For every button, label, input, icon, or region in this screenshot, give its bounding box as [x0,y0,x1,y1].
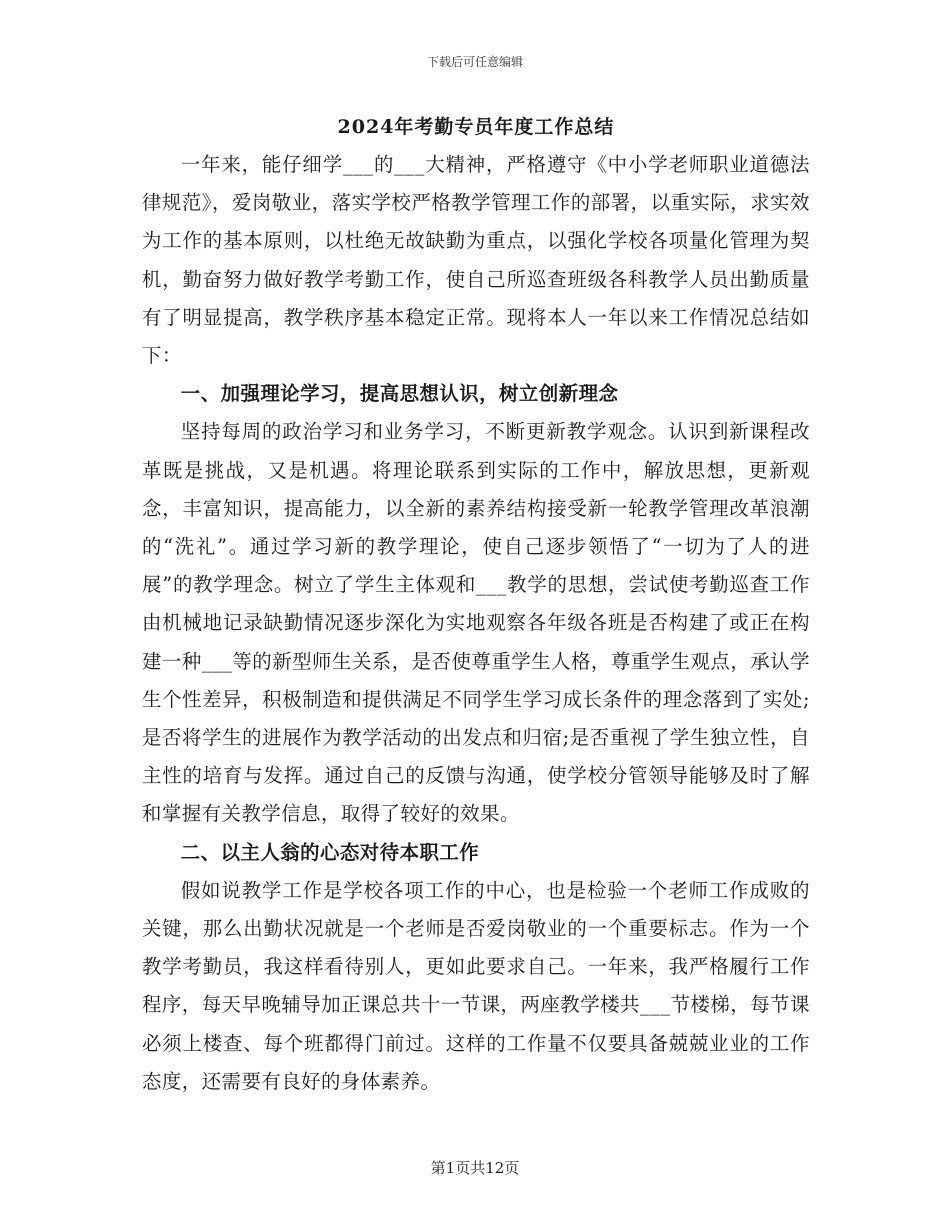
section-heading-1: 一、加强理论学习，提高思想认识，树立创新理念 [180,382,619,406]
download-note: 下载后可任意编辑 [426,55,523,69]
document-title: 2024年考勤专员年度工作总结 [337,116,615,138]
section-heading-2: 二、以主人翁的心态对待本职工作 [180,840,480,864]
section-2-paragraph: 假如说教学工作是学校各项工作的中心，也是检验一个老师工作成败的关键，那么出勤状况就是一个老师是否爱岗敬业的一个重要标志。作为一个教学考勤员，我这样看待别人，更如此要求自己。一年来，我严格履行工作程序，每天早晚辅导加正课总共十一节课，两座教学楼共___节楼梯，每节课必须上楼查、每个班都得门前过。这样的工作量不仅要具备兢兢业业的工作态度，还需要有良好的身体素养。 [142,878,810,1093]
page-number: 第1页共12页 [430,1159,520,1177]
document-body [142,112,810,1101]
section-1-paragraph: 坚持每周的政治学习和业务学习，不断更新教学观念。认识到新课程改革既是挑战，又是机遇。将理论联系到实际的工作中，解放思想，更新观念，丰富知识，提高能力，以全新的素养结构接受新一轮教学管理改革浪潮的“洗礼”。通过学习新的教学理论，使自己逐步领悟了“一切为了人的进展”的教学理念。树立了学生主体观和___教学的思想，尝试使考勤巡查工作由机械地记录缺勤情况逐步深化为实地观察各年级各班是否构建了或正在构建一种___等的新型师生关系，是否使尊重学生人格，尊重学生观点，承认学生个性差异，积极制造和提供满足不同学生学习成长条件的理念落到了实处;是否将学生的进展作为教学活动的出发点和归宿;是否重视了学生独立性，自主性的培育与发挥。通过自己的反馈与沟通，使学校分管领导能够及时了解和掌握有关教学信息，取得了较好的效果。 [142,420,810,826]
intro-paragraph: 一年来，能仔细学___的___大精神，严格遵守《中小学老师职业道德法律规范》，爱岗敬业，落实学校严格教学管理工作的部署，以重实际，求实效为工作的基本原则，以杜绝无故缺勤为重点，以强化学校各项量化管理为契机，勤奋努力做好教学考勤工作，使自己所巡查班级各科教学人员出勤质量有了明显提高，教学秩序基本稳定正常。现将本人一年以来工作情况总结如下： [142,153,810,368]
